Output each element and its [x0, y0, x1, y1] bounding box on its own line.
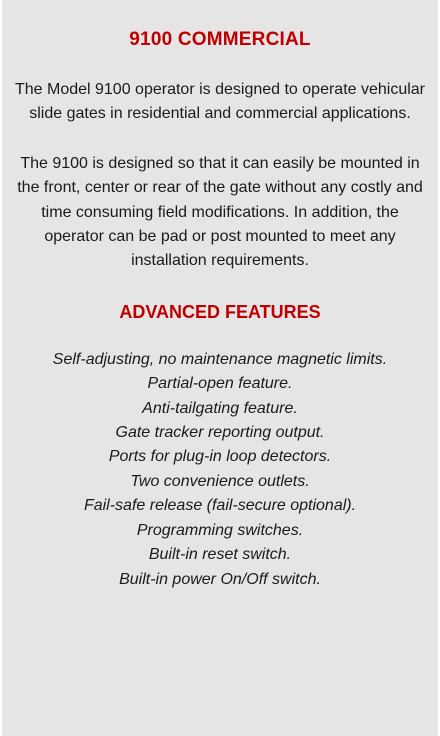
feature-item: Programming switches. [136, 521, 304, 539]
feature-item: Two convenience outlets. [130, 472, 310, 490]
feature-item: Anti-tailgating feature. [142, 399, 298, 417]
page-title: 9100 COMMERCIAL [129, 29, 311, 50]
feature-item: Ports for plug-in loop detectors. [108, 448, 332, 466]
mounting-paragraph: The 9100 is designed so that it can easily be mounted in the front, center or rear of the gate without any costly and time consuming field modifications. In addition, the operator can be pad or post mounted to meet any installation requirements. [17, 154, 423, 270]
feature-item: Self-adjusting, no maintenance magnetic limits. [52, 350, 388, 368]
feature-item: Built-in reset switch. [148, 546, 292, 564]
product-description-panel [2, 0, 438, 736]
feature-item: Partial-open feature. [147, 375, 293, 393]
feature-item: Fail-safe release (fail-secure optional). [83, 497, 357, 515]
feature-item: Built-in power On/Off switch. [119, 570, 321, 588]
intro-paragraph: The Model 9100 operator is designed to operate vehicular slide gates in residential and commercial applications. [14, 81, 426, 123]
features-heading: ADVANCED FEATURES [119, 301, 321, 322]
features-list [2, 348, 438, 592]
feature-item: Gate tracker reporting output. [115, 424, 325, 442]
